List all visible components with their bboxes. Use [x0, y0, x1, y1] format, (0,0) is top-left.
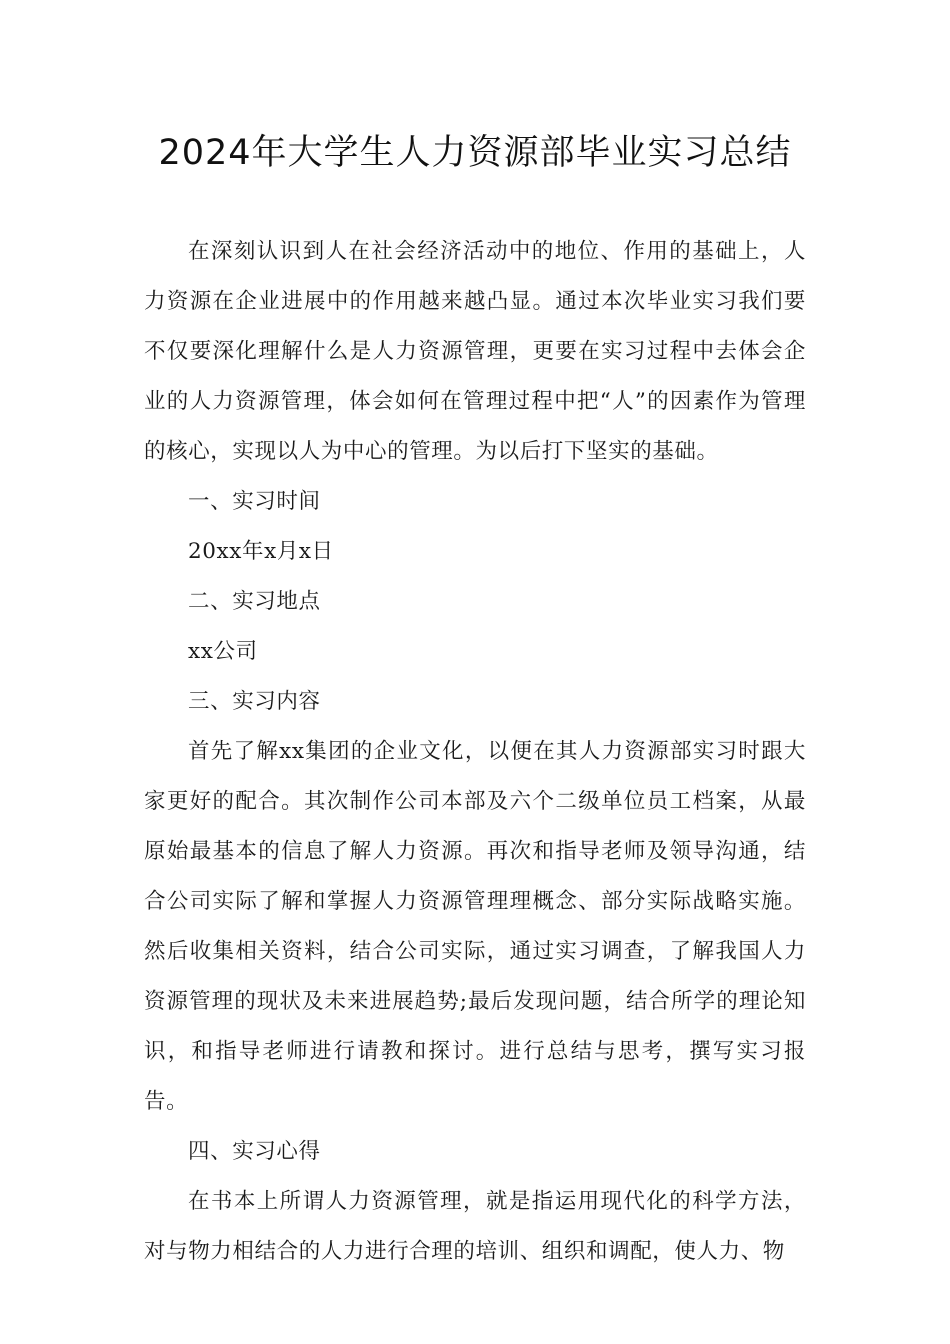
- internship-date: 20xx年x月x日: [188, 539, 334, 564]
- document-body: [144, 227, 806, 1277]
- section-heading-location: 二、实习地点: [188, 589, 321, 614]
- section-heading-content: 三、实习内容: [188, 689, 321, 714]
- section-heading-time: 一、实习时间: [188, 489, 321, 514]
- content-paragraph: 首先了解xx集团的企业文化，以便在其人力资源部实习时跟大家更好的配合。其次制作公司本部及六个二级单位员工档案，从最原始最基本的信息了解人力资源。再次和指导老师及领导沟通，结合公司实际了解和掌握人力资源管理理概念、部分实际战略实施。然后收集相关资料，结合公司实际，通过实习调查，了解我国人力资源管理的现状及未来进展趋势;最后发现问题，结合所学的理论知识，和指导老师进行请教和探讨。进行总结与思考，撰写实习报告。: [144, 739, 806, 1114]
- reflection-paragraph: 在书本上所谓人力资源管理，就是指运用现代化的科学方法，对与物力相结合的人力进行合理的培训、组织和调配，使人力、物: [144, 1189, 806, 1264]
- document-title: 2024年大学生人力资源部毕业实习总结: [158, 133, 792, 173]
- intro-paragraph: 在深刻认识到人在社会经济活动中的地位、作用的基础上，人力资源在企业进展中的作用越来越凸显。通过本次毕业实习我们要不仅要深化理解什么是人力资源管理，更要在实习过程中去体会企业的人力资源管理，体会如何在管理过程中把“人”的因素作为管理的核心，实现以人为中心的管理。为以后打下坚实的基础。: [144, 239, 806, 464]
- section-heading-reflection: 四、实习心得: [188, 1139, 321, 1164]
- internship-location: xx公司: [188, 639, 258, 664]
